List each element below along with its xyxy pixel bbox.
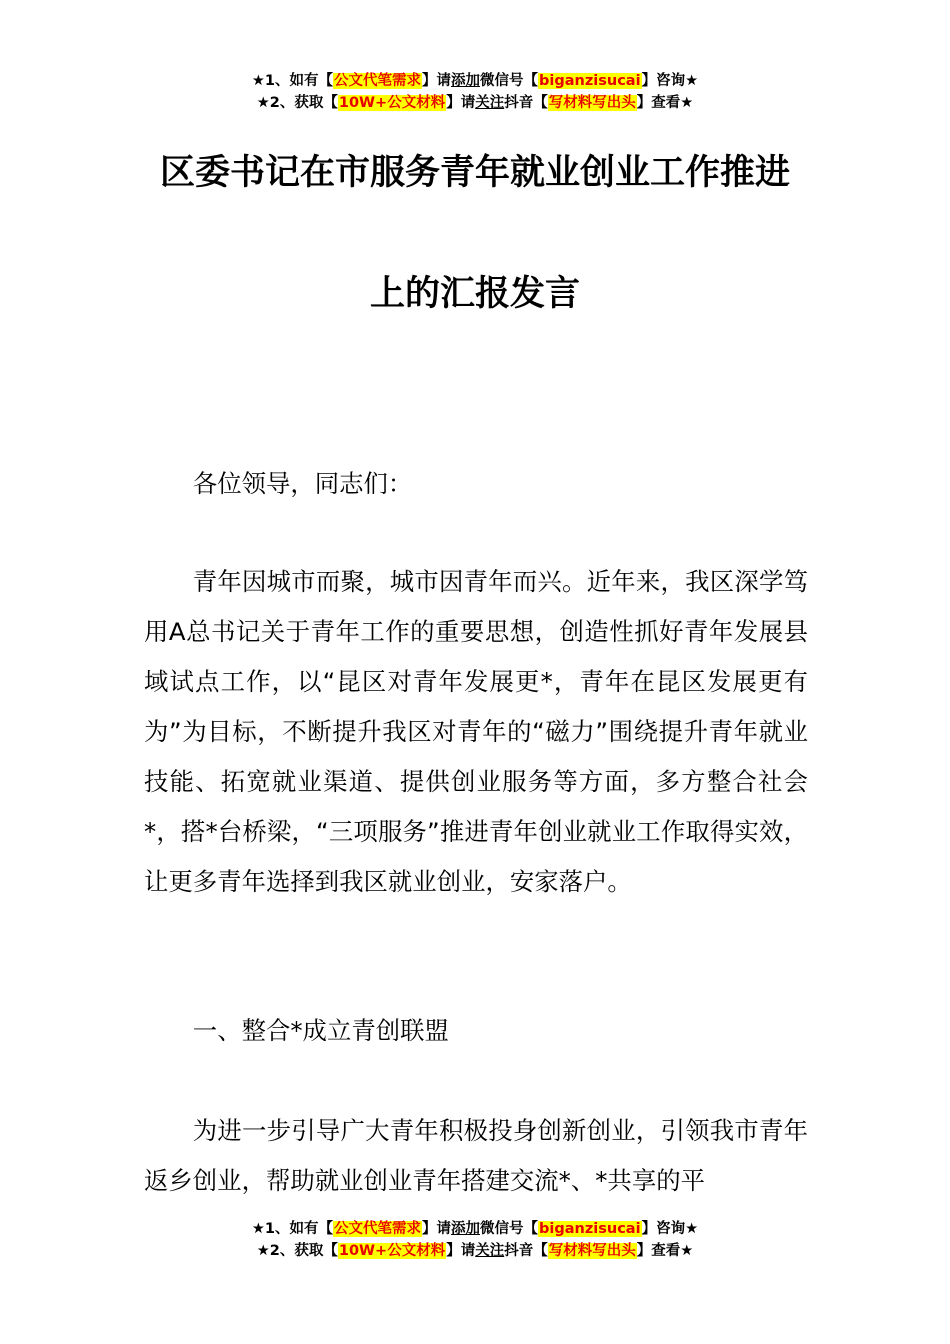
promo-text: 抖音【 bbox=[504, 95, 548, 111]
promo-highlight: 公文代笔需求 bbox=[334, 1221, 422, 1237]
promo-highlight: 写材料写出头 bbox=[548, 95, 636, 111]
promo-underlined-text: 添加 bbox=[451, 1221, 481, 1237]
promo-text: ★1、如有【 bbox=[251, 1221, 334, 1237]
promo-text: 】请 bbox=[422, 1221, 452, 1237]
promo-line-1 bbox=[0, 70, 950, 92]
promo-line-2 bbox=[0, 1240, 950, 1262]
promo-line-1 bbox=[0, 1218, 950, 1240]
header-promo-banner bbox=[0, 70, 950, 114]
promo-highlight: 写材料写出头 bbox=[548, 1243, 636, 1259]
promo-highlight: biganzisucai bbox=[539, 73, 641, 89]
promo-highlight: 10W+公文材料 bbox=[338, 1243, 446, 1259]
document-title-line-1: 区委书记在市服务青年就业创业工作推进 bbox=[159, 153, 790, 193]
promo-text: 】查看★ bbox=[636, 1243, 694, 1259]
promo-highlight: biganzisucai bbox=[539, 1221, 641, 1237]
promo-underlined-text: 关注 bbox=[475, 95, 505, 111]
promo-text: 微信号【 bbox=[480, 1221, 539, 1237]
promo-highlight: 10W+公文材料 bbox=[338, 95, 446, 111]
section-heading-1 bbox=[144, 1006, 808, 1056]
promo-line-2 bbox=[0, 92, 950, 114]
document-title-line-2: 上的汇报发言 bbox=[369, 274, 580, 314]
promo-underlined-text: 添加 bbox=[451, 73, 481, 89]
promo-text: 】咨询★ bbox=[641, 1221, 699, 1237]
section-heading-text: 一、整合*成立青创联盟 bbox=[192, 1016, 449, 1045]
footer-promo-banner bbox=[0, 1218, 950, 1262]
promo-text: ★2、获取【 bbox=[256, 1243, 338, 1259]
paragraph-text: 为进一步引导广大青年积极投身创新创业，引领我市青年返乡创业，帮助就业创业青年搭建交流*、*共享的平 bbox=[144, 1116, 808, 1195]
promo-text: 】查看★ bbox=[636, 95, 694, 111]
promo-underlined-text: 关注 bbox=[475, 1243, 505, 1259]
promo-text: 抖音【 bbox=[504, 1243, 548, 1259]
salutation-text: 各位领导，同志们： bbox=[192, 469, 413, 498]
promo-text: ★1、如有【 bbox=[251, 73, 334, 89]
promo-text: 】请 bbox=[446, 1243, 476, 1259]
promo-text: ★2、获取【 bbox=[256, 95, 338, 111]
promo-text: 】请 bbox=[422, 73, 452, 89]
promo-text: 】请 bbox=[446, 95, 476, 111]
body-paragraph-1 bbox=[144, 557, 808, 907]
promo-text: 微信号【 bbox=[480, 73, 539, 89]
promo-text: 】咨询★ bbox=[641, 73, 699, 89]
salutation bbox=[144, 459, 808, 509]
body-paragraph-2 bbox=[144, 1106, 808, 1206]
paragraph-text: 青年因城市而聚，城市因青年而兴。近年来，我区深学笃用A总书记关于青年工作的重要思想，创造性抓好青年发展县域试点工作，以“昆区对青年发展更*，青年在昆区发展更有为”为目标，不断提升我区对青年的“磁力”围绕提升青年就业技能、拓宽就业渠道、提供创业服务等方面，多方整合社会*，搭*台桥梁，“三项服务”推进青年创业就业工作取得实效，让更多青年选择到我区就业创业，安家落户。 bbox=[144, 567, 808, 896]
promo-highlight: 公文代笔需求 bbox=[334, 73, 422, 89]
